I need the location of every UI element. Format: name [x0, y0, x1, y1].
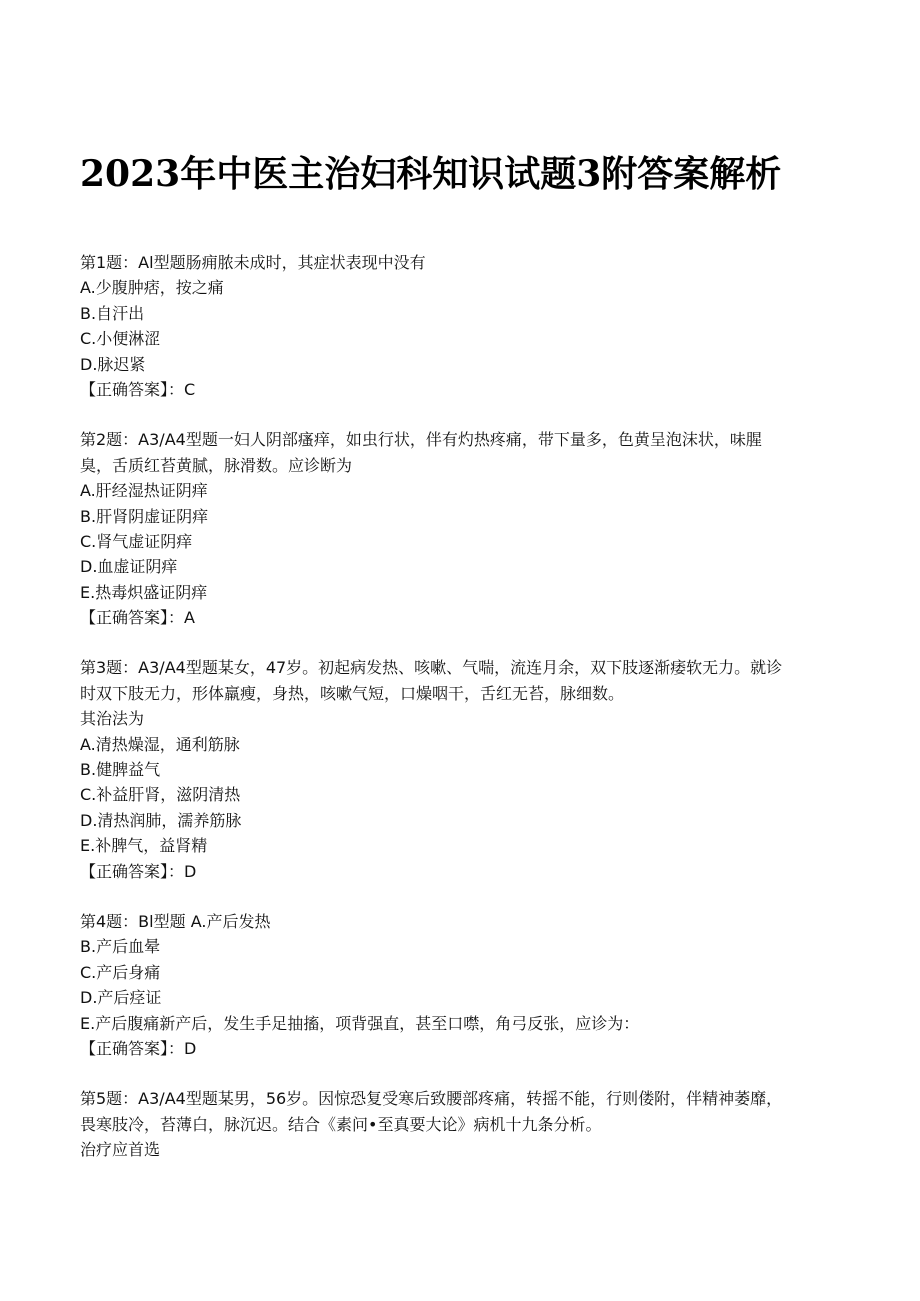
- option-a: A.清热燥湿，通利筋脉: [80, 734, 240, 754]
- option-d: D.血虚证阴痒: [80, 557, 178, 577]
- option-b: B.产后血晕: [80, 937, 161, 957]
- question-5: [80, 1086, 840, 1162]
- question-stem: 第3题：A3/A4型题某女，47岁。初起病发热、咳嗽、气喘，流连月余，双下肢逐渐痿软无力。就诊: [80, 658, 783, 678]
- page-title: 2023年中医主治妇科知识试题3附答案解析: [80, 153, 782, 195]
- correct-answer: 【正确答案】：C: [80, 379, 196, 399]
- option-b: B.健脾益气: [80, 760, 161, 780]
- question-3: [80, 655, 840, 884]
- option-a: A.肝经湿热证阴痒: [80, 481, 208, 501]
- question-stem: 第4题：Bl型题 A.产后发热: [80, 911, 271, 931]
- option-b: B.肝肾阴虚证阴痒: [80, 506, 209, 526]
- option-c: C.肾气虚证阴痒: [80, 531, 193, 551]
- question-prompt: 治疗应首选: [80, 1140, 161, 1160]
- option-e: E.产后腹痛新产后，发生手足抽搐，项背强直，甚至口噤，角弓反张，应诊为：: [80, 1013, 640, 1033]
- option-a: A.少腹肿痞，按之痛: [80, 278, 224, 298]
- question-stem-continued: 畏寒肢冷，苔薄白，脉沉迟。结合《素问•至真要大论》病机十九条分析。: [80, 1114, 602, 1134]
- option-c: C.产后身痛: [80, 962, 161, 982]
- question-stem: 第1题：Al型题肠痈脓未成时，其症状表现中没有: [80, 253, 426, 272]
- option-c: C.小便淋涩: [80, 329, 161, 349]
- question-1: [80, 250, 840, 402]
- option-e: E.热毒炽盛证阴痒: [80, 582, 208, 602]
- question-stem-continued: 时双下肢无力，形体羸瘦，身热，咳嗽气短，口燥咽干，舌红无苔，脉细数。: [80, 683, 625, 703]
- question-4: [80, 909, 840, 1061]
- option-d: D.产后痉证: [80, 988, 162, 1008]
- option-d: D.清热润肺，濡养筋脉: [80, 810, 242, 830]
- option-b: B.自汗出: [80, 303, 145, 323]
- correct-answer: 【正确答案】：A: [80, 608, 195, 628]
- option-e: E.补脾气，益肾精: [80, 836, 208, 856]
- option-c: C.补益肝肾，滋阴清热: [80, 785, 241, 805]
- question-stem: 第2题：A3/A4型题一妇人阴部瘙痒，如虫行状，伴有灼热疼痛，带下量多，色黄呈泡沫状，味腥: [80, 430, 762, 450]
- question-stem-continued: 臭，舌质红苔黄腻，脉滑数。应诊断为: [80, 455, 353, 475]
- option-d: D.脉迟紧: [80, 354, 146, 374]
- question-stem: 第5题：A3/A4型题某男，56岁。因惊恐复受寒后致腰部疼痛，转摇不能，行则偻附，伴精神萎靡，: [80, 1089, 783, 1109]
- question-list: [80, 250, 840, 1188]
- question-prompt: 其治法为: [80, 709, 145, 729]
- correct-answer: 【正确答案】：D: [80, 861, 197, 881]
- correct-answer: 【正确答案】：D: [80, 1038, 197, 1058]
- question-2: [80, 427, 840, 630]
